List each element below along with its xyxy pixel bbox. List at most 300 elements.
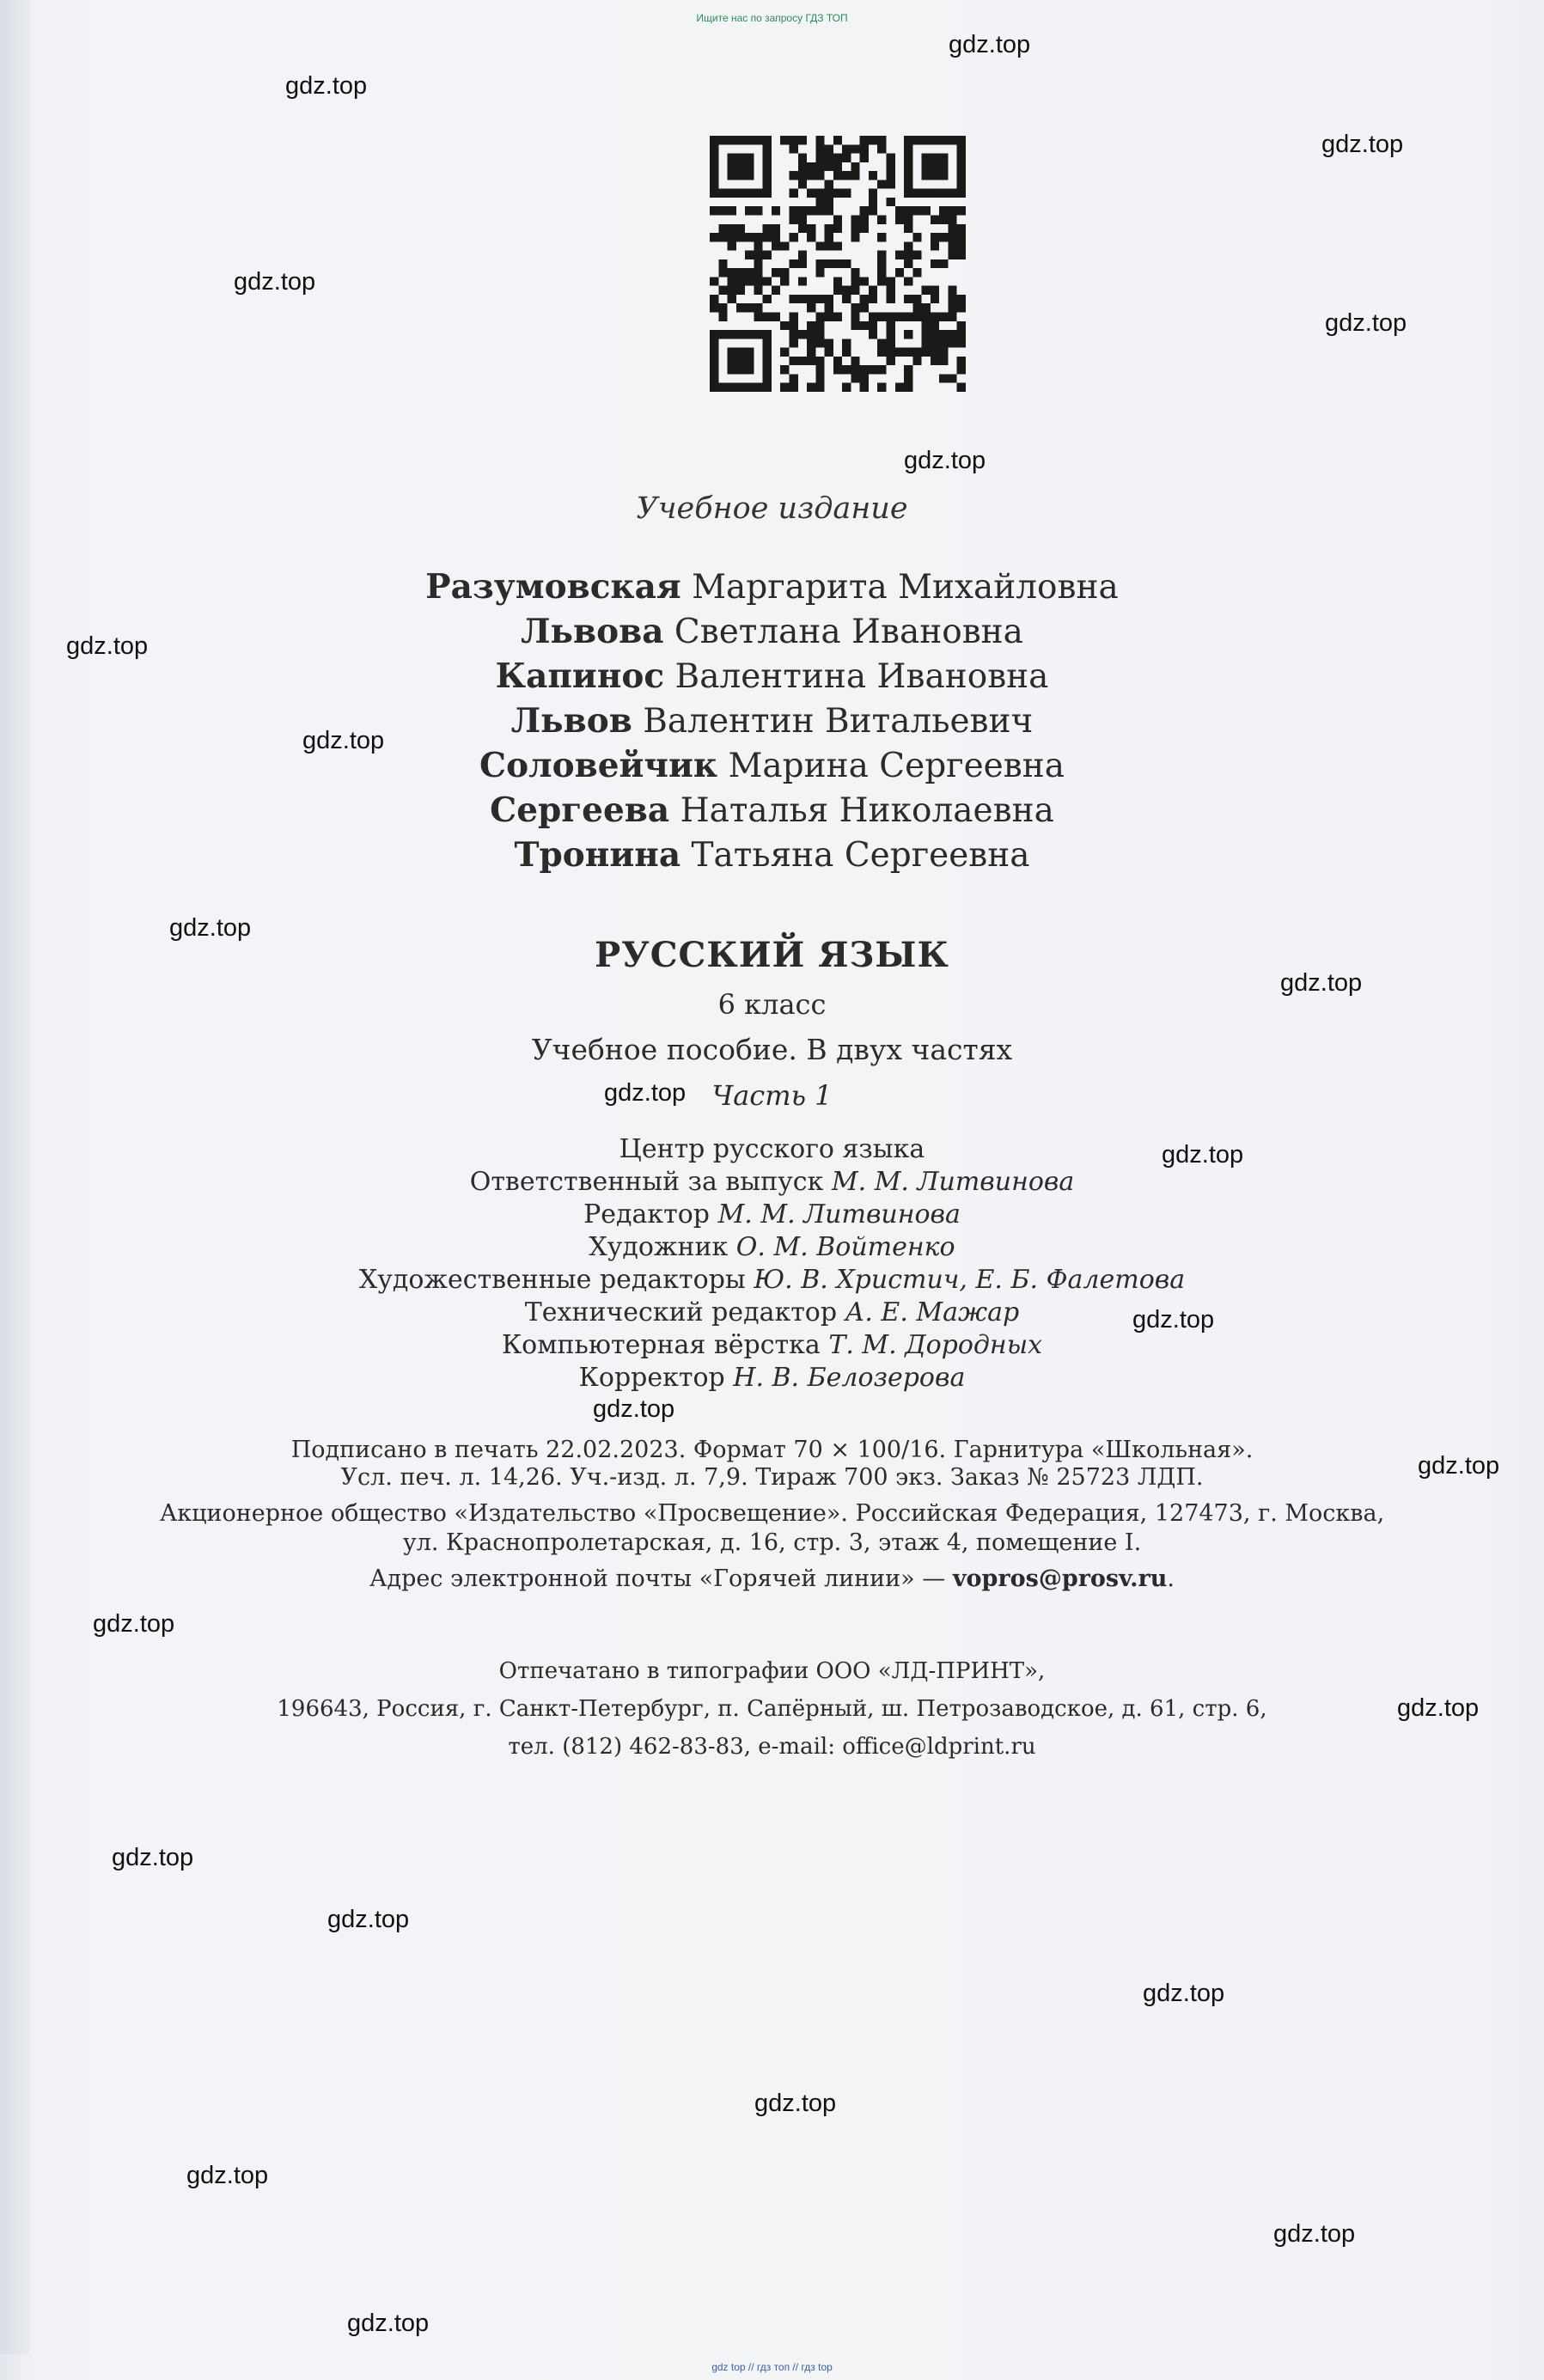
qr-module [895,313,904,321]
qr-module [851,224,859,233]
qr-module [842,171,851,180]
qr-module [815,198,824,206]
qr-module [710,339,718,347]
footer-note[interactable]: gdz top // гдз топ // гдз top [711,2361,833,2373]
qr-module [815,162,824,171]
qr-module [931,233,939,241]
qr-module [948,303,956,312]
author-line [0,790,1544,830]
qr-module [931,330,939,339]
qr-module [877,259,886,268]
watermark: gdz.top [1397,1694,1480,1722]
qr-module [710,136,718,144]
qr-module [877,136,886,144]
qr-module [772,233,780,241]
printer-contacts: тел. (812) 462-83-83, e-mail: office@ldprint.ru [508,1734,1036,1760]
qr-module [939,189,948,198]
qr-module [877,383,886,392]
qr-module [772,313,780,321]
qr-module [957,144,966,153]
credit-role: Редактор [583,1199,711,1230]
qr-module [825,189,833,198]
qr-module [833,189,842,198]
qr-module [825,348,833,357]
qr-module [877,180,886,188]
qr-module [763,339,772,347]
qr-module [754,286,762,295]
credit-name: О. М. Войтенко [735,1232,955,1262]
qr-module [904,224,912,233]
author-line [0,612,1544,651]
qr-module [939,171,948,180]
qr-module [745,154,754,162]
qr-module [789,383,797,392]
qr-module [763,374,772,382]
qr-module [957,241,966,250]
qr-module [895,268,904,277]
qr-module [851,277,859,285]
qr-module [912,295,921,303]
qr-module [931,162,939,171]
qr-module [939,313,948,321]
qr-module [780,383,789,392]
qr-module [798,215,807,223]
qr-module [869,365,877,374]
qr-module [736,348,745,357]
qr-module [736,303,745,312]
qr-module [728,189,736,198]
qr-module [745,365,754,374]
hotline-email-link[interactable]: vopros@prosv.ru [952,1565,1168,1592]
qr-module [798,180,807,188]
credit-line [0,1134,1544,1164]
qr-module [825,198,833,206]
qr-module [763,365,772,374]
qr-module [807,383,815,392]
qr-module [948,206,956,215]
author-surname: Капинос [495,656,665,696]
credit-role: Компьютерная вёрстка [501,1330,821,1360]
qr-module [833,357,842,365]
qr-module [825,313,833,321]
qr-module [736,136,745,144]
qr-module [860,215,869,223]
qr-module [877,313,886,321]
qr-module [851,313,859,321]
qr-module [718,303,727,312]
qr-module [763,171,772,180]
qr-module [728,136,736,144]
qr-module [754,277,762,285]
qr-module [710,303,718,312]
qr-module [710,383,718,392]
qr-module [754,313,762,321]
qr-module [710,295,718,303]
qr-module [877,251,886,259]
qr-module [754,136,762,144]
qr-module [851,286,859,295]
qr-module [754,383,762,392]
qr-module [736,162,745,171]
qr-module [754,303,762,312]
qr-module [736,277,745,285]
qr-module [939,136,948,144]
header-note[interactable]: Ищите нас по запросу ГДЗ ТОП [696,12,848,24]
qr-module [957,189,966,198]
author-line [0,656,1544,696]
qr-module [754,206,762,215]
qr-module [904,348,912,357]
qr-module [904,330,912,339]
credit-line [0,1297,1544,1327]
qr-module [842,286,851,295]
watermark: gdz.top [904,447,986,474]
credit-role: Ответственный за выпуск [469,1167,824,1197]
qr-module [869,198,877,206]
credit-role: Художественные редакторы [358,1265,746,1295]
qr-module [877,348,886,357]
qr-module [851,365,859,374]
qr-module [895,215,904,223]
qr-module [780,268,789,277]
watermark: gdz.top [347,2310,430,2337]
qr-module [939,162,948,171]
qr-module [895,348,904,357]
qr-module [922,330,931,339]
qr-module [789,313,797,321]
qr-module [798,295,807,303]
qr-module [957,365,966,374]
qr-module [860,277,869,285]
qr-module [931,339,939,347]
qr-module [842,339,851,347]
qr-module [877,268,886,277]
qr-module [728,365,736,374]
qr-module [957,321,966,330]
printer-address: 196643, Россия, г. Санкт-Петербург, п. Сапёрный, ш. Петрозаводское, д. 61, стр. 6, [277,1696,1267,1722]
qr-module [728,162,736,171]
imprint-line: Подписано в печать 22.02.2023. Формат 70 × 100/16. Гарнитура «Школьная». [290,1437,1254,1463]
qr-module [789,233,797,241]
qr-module [922,286,931,295]
qr-module [904,136,912,144]
qr-module [851,233,859,241]
qr-module [904,241,912,250]
watermark: gdz.top [1162,1141,1244,1169]
qr-module [780,241,789,250]
qr-module [798,251,807,259]
qr-module [957,171,966,180]
qr-module [789,215,797,223]
qr-module [763,357,772,365]
qr-module [798,162,807,171]
qr-module [948,189,956,198]
qr-module [710,154,718,162]
qr-module [728,348,736,357]
qr-module [887,198,895,206]
qr-module [728,330,736,339]
qr-module [815,321,824,330]
qr-module [833,286,842,295]
qr-module [957,180,966,188]
qr-module [815,144,824,153]
qr-module [798,154,807,162]
qr-module [798,330,807,339]
qr-module [736,357,745,365]
qr-module [789,357,797,365]
qr-module [842,259,851,268]
qr-module [728,224,736,233]
qr-module [851,321,859,330]
book-title: РУССКИЙ ЯЗЫК [595,935,949,975]
qr-module [789,171,797,180]
qr-module [745,268,754,277]
qr-module [780,348,789,357]
qr-module [851,162,859,171]
qr-module [728,171,736,180]
qr-module [754,268,762,277]
qr-module [754,259,762,268]
qr-module [736,330,745,339]
qr-module [798,224,807,233]
qr-module [710,330,718,339]
qr-module [922,136,931,144]
qr-module [895,206,904,215]
qr-module [718,259,727,268]
qr-module [931,321,939,330]
qr-module [718,206,727,215]
qr-module [728,277,736,285]
qr-module [860,374,869,382]
credit-line [0,1363,1544,1393]
qr-module [912,206,921,215]
qr-module [763,277,772,285]
qr-module [904,154,912,162]
watermark: gdz.top [327,1906,410,1933]
qr-module [842,383,851,392]
credit-name: Т. М. Дородных [828,1330,1043,1360]
qr-module [887,171,895,180]
watermark: gdz.top [593,1395,675,1423]
qr-module [763,330,772,339]
credit-name: Н. В. Белозерова [733,1363,966,1393]
qr-module [957,339,966,347]
qr-module [728,206,736,215]
qr-module [904,277,912,285]
qr-module [745,233,754,241]
qr-module [763,162,772,171]
qr-module [763,154,772,162]
watermark: gdz.top [186,2162,269,2189]
qr-module [798,171,807,180]
watermark: gdz.top [93,1610,175,1638]
author-given-name: Марина Сергеевна [728,747,1065,785]
watermark: gdz.top [285,72,368,100]
qr-module [745,330,754,339]
qr-module [833,365,842,374]
qr-module [948,286,956,295]
author-line [0,746,1544,785]
qr-module [815,268,824,277]
qr-module [710,180,718,188]
qr-module [912,136,921,144]
qr-module [887,313,895,321]
qr-module [798,277,807,285]
qr-module [948,374,956,382]
qr-module [833,277,842,285]
author-given-name: Наталья Николаевна [680,791,1054,830]
qr-module [887,295,895,303]
qr-module [922,348,931,357]
qr-module [939,374,948,382]
watermark: gdz.top [1280,969,1363,997]
qr-module [780,277,789,285]
qr-module [833,241,842,250]
author-surname: Сергеева [490,790,670,830]
qr-module [736,383,745,392]
watermark: gdz.top [1132,1306,1215,1333]
qr-module [904,313,912,321]
qr-module [798,206,807,215]
qr-module [904,365,912,374]
qr-module [922,313,931,321]
qr-module [807,303,815,312]
qr-module [912,303,921,312]
printer-line: Отпечатано в типографии ООО «ЛД-ПРИНТ», [498,1658,1046,1684]
qr-module [815,374,824,382]
qr-module [807,162,815,171]
credit-name: М. М. Литвинова [717,1199,961,1230]
qr-code-icon[interactable] [710,136,966,392]
credit-name: М. М. Литвинова [831,1167,1075,1197]
qr-module [825,206,833,215]
qr-module [904,180,912,188]
qr-module [904,162,912,171]
qr-module [728,233,736,241]
qr-module [763,251,772,259]
qr-module [780,136,789,144]
author-given-name: Валентин Витальевич [643,702,1034,741]
qr-module [922,189,931,198]
qr-module [842,144,851,153]
qr-module [815,383,824,392]
qr-module [860,224,869,233]
qr-module [763,348,772,357]
book-part: Часть 1 [711,1079,833,1112]
qr-module [860,144,869,153]
qr-module [851,171,859,180]
qr-module [904,295,912,303]
imprint-line: Усл. печ. л. 14,26. Уч.-изд. л. 7,9. Тираж 700 экз. Заказ № 25723 ЛДП. [340,1464,1204,1491]
qr-module [807,348,815,357]
credit-line [0,1199,1544,1230]
qr-module [939,215,948,223]
credit-line [0,1265,1544,1295]
qr-module [772,286,780,295]
qr-module [710,277,718,285]
qr-module [718,189,727,198]
qr-module [922,303,931,312]
qr-module [736,365,745,374]
qr-module [869,171,877,180]
qr-module [825,303,833,312]
qr-module [833,136,842,144]
qr-module [798,259,807,268]
qr-module [815,136,824,144]
qr-module [736,189,745,198]
qr-module [912,233,921,241]
qr-module [807,295,815,303]
qr-module [825,144,833,153]
book-subtitle: Учебное пособие. В двух частях [531,1033,1013,1066]
qr-module [763,136,772,144]
qr-module [736,171,745,180]
qr-module [745,206,754,215]
qr-module [860,206,869,215]
qr-module [860,136,869,144]
qr-module [745,251,754,259]
qr-module [869,321,877,330]
qr-module [948,241,956,250]
watermark: gdz.top [1321,131,1404,158]
qr-module [869,286,877,295]
qr-module [807,339,815,347]
qr-module [948,233,956,241]
qr-module [789,259,797,268]
qr-module [807,171,815,180]
qr-module [957,154,966,162]
qr-module [931,136,939,144]
publisher-line: ул. Краснопролетарская, д. 16, стр. 3, этаж 4, помещение I. [402,1529,1142,1556]
qr-module [842,154,851,162]
qr-module [807,330,815,339]
qr-module [887,286,895,295]
qr-module [807,321,815,330]
qr-module [922,339,931,347]
qr-module [815,259,824,268]
qr-module [939,357,948,365]
qr-module [957,136,966,144]
watermark: gdz.top [1418,1452,1500,1480]
qr-module [957,383,966,392]
qr-module [869,206,877,215]
qr-module [728,286,736,295]
qr-module [842,365,851,374]
qr-module [877,233,886,241]
qr-module [887,339,895,347]
qr-module [948,313,956,321]
qr-module [807,224,815,233]
qr-module [815,189,824,198]
qr-module [736,233,745,241]
qr-module [904,206,912,215]
qr-module [957,206,966,215]
qr-module [887,330,895,339]
qr-module [931,295,939,303]
qr-module [789,321,797,330]
qr-module [939,330,948,339]
qr-module [745,189,754,198]
watermark: gdz.top [1273,2220,1356,2248]
qr-module [807,357,815,365]
qr-module [877,215,886,223]
qr-module [825,180,833,188]
qr-module [789,374,797,382]
qr-module [860,321,869,330]
qr-module [851,268,859,277]
qr-module [887,277,895,285]
qr-module [939,233,948,241]
